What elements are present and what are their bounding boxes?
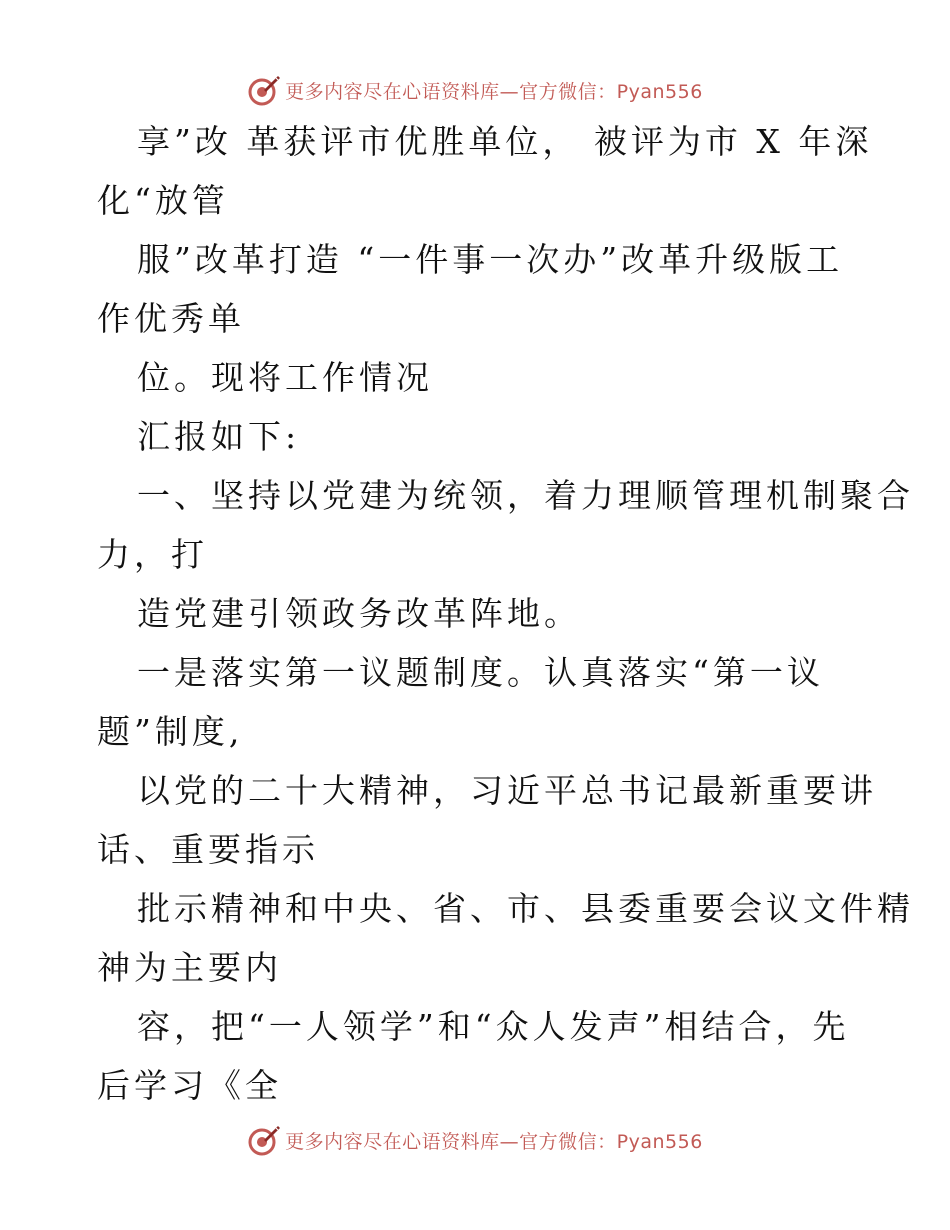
text-line: 造党建引领政务改革阵地。 [137,594,581,633]
text-line: 容，把“一人领学”和“众人发声”相结合，先 [137,1007,850,1046]
watermark-text: 更多内容尽在心语资料库—官方微信： [285,1130,617,1153]
text-line: 力，打 [97,535,208,574]
pen-logo-icon [247,1123,281,1157]
text-line: 话、重要指示 [97,830,319,869]
header-watermark [0,70,950,110]
footer-watermark [0,1120,950,1160]
text-line: 位。现将工作情况 [137,358,433,397]
text-line: 服”改革打造 “一件事一次办”改革升级版工 [137,240,844,279]
text-line: 批示精神和中央、省、市、县委重要会议文件精 [137,889,914,928]
text-line: 以党的二十大精神，习近平总书记最新重要讲 [137,771,877,810]
text-line: 题”制度, [97,712,244,751]
watermark-text: 更多内容尽在心语资料库—官方微信： [285,80,617,103]
text-line: 汇报如下: [137,417,301,456]
text-line: 神为主要内 [97,948,282,987]
watermark-id: Pyan556 [616,1130,703,1153]
text-line: 享”改 革获评市优胜单位， 被评为市 X 年深 [137,122,873,161]
text-line: 后学习《全 [97,1066,282,1105]
watermark-id: Pyan556 [616,80,703,103]
pen-logo-icon [247,73,281,107]
text-line: 化“放管 [97,181,229,220]
text-line: 作优秀单 [97,299,245,338]
text-line: 一、坚持以党建为统领，着力理顺管理机制聚合 [137,476,914,515]
text-line: 一是落实第一议题制度。认真落实“第一议 [137,653,824,692]
